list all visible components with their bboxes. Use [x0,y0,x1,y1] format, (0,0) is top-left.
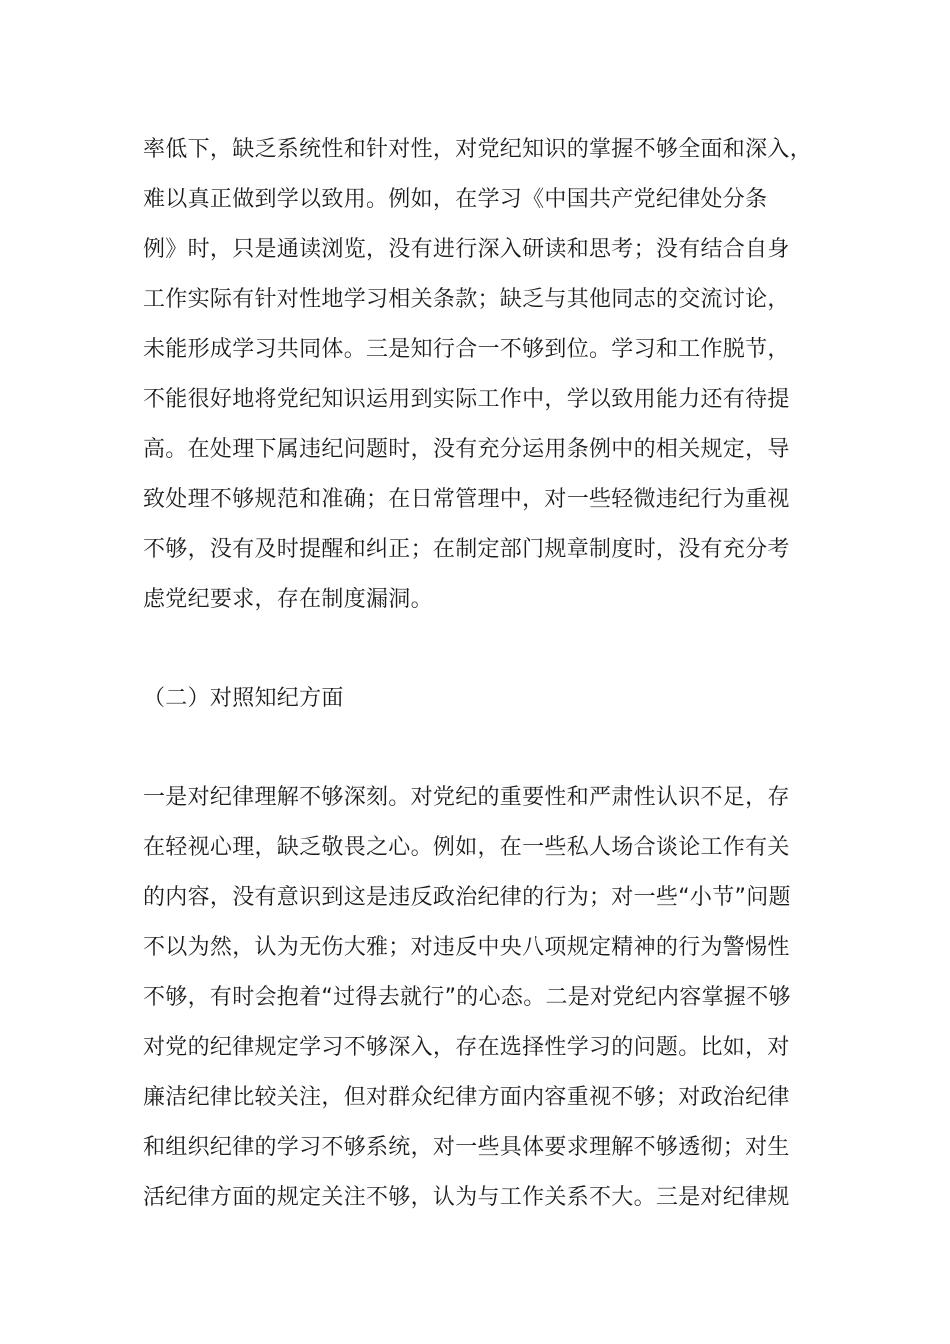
paragraph-1-line-8: 致处理不够规范和准确；在日常管理中，对一些轻微违纪行为重视 [143,487,790,512]
paragraph-1-line-6: 不能很好地将党纪知识运用到实际工作中，学以致用能力还有待提 [143,387,790,412]
paragraph-1-line-4: 工作实际有针对性地学习相关条款；缺乏与其他同志的交流讨论， [143,287,790,312]
paragraph-2-line-2: 在轻视心理，缺乏敬畏之心。例如，在一些私人场合谈论工作有关 [143,835,790,860]
paragraph-2-line-4: 不以为然，认为无伤大雅；对违反中央八项规定精神的行为警惕性 [143,935,790,960]
section-heading: （二）对照知纪方面 [143,686,344,711]
paragraph-1-line-7: 高。在处理下属违纪问题时，没有充分运用条例中的相关规定，导 [143,437,790,462]
paragraph-1-line-5: 未能形成学习共同体。三是知行合一不够到位。学习和工作脱节， [143,337,790,362]
paragraph-1-line-2: 难以真正做到学以致用。例如，在学习《中国共产党纪律处分条 [143,187,768,212]
paragraph-2-line-3: 的内容，没有意识到这是违反政治纪律的行为；对一些“小节”问题 [143,885,791,910]
paragraph-2-line-1: 一是对纪律理解不够深刻。对党纪的重要性和严肃性认识不足，存 [143,785,790,810]
paragraph-2-line-8: 和组织纪律的学习不够系统，对一些具体要求理解不够透彻；对生 [143,1135,790,1160]
paragraph-2-line-9: 活纪律方面的规定关注不够，认为与工作关系不大。三是对纪律规 [143,1185,790,1210]
paragraph-1-line-9: 不够，没有及时提醒和纠正；在制定部门规章制度时，没有充分考 [143,537,790,562]
paragraph-2-line-6: 对党的纪律规定学习不够深入，存在选择性学习的问题。比如，对 [143,1035,790,1060]
paragraph-1-line-1: 率低下，缺乏系统性和针对性，对党纪知识的掌握不够全面和深入， [143,137,813,162]
paragraph-2-line-7: 廉洁纪律比较关注，但对群众纪律方面内容重视不够；对政治纪律 [143,1085,790,1110]
paragraph-2-line-5: 不够，有时会抱着“过得去就行”的心态。二是对党纪内容掌握不够 [143,985,791,1010]
paragraph-1-line-10: 虑党纪要求，存在制度漏洞。 [143,587,433,612]
paragraph-1-line-3: 例》时，只是通读浏览，没有进行深入研读和思考；没有结合自身 [143,237,790,262]
